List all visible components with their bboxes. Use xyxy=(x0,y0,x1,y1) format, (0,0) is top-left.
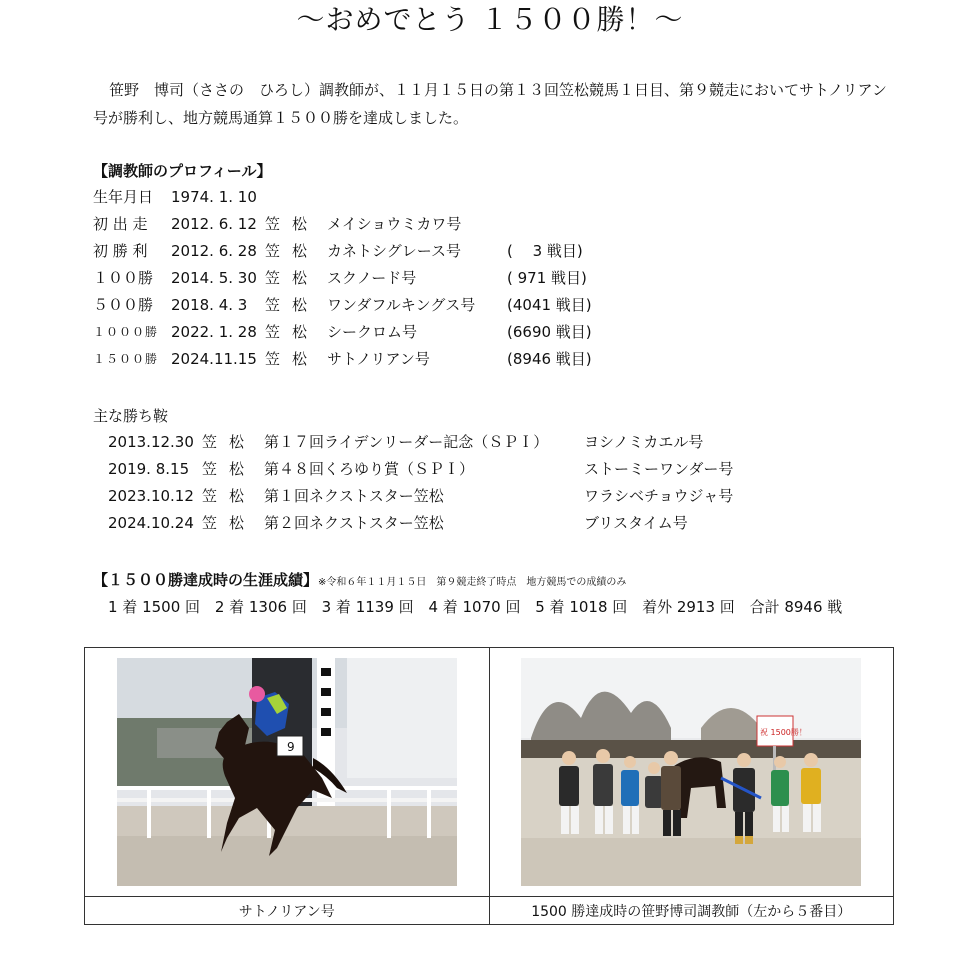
win-race: 第１回ネクストスター笠松 xyxy=(264,487,444,505)
profile-track: 笠松 xyxy=(265,350,320,368)
profile-label: 初 出 走 xyxy=(93,215,148,233)
profile-track: 笠松 xyxy=(265,323,320,341)
profile-date: 2022. 1. 28 xyxy=(171,323,257,341)
record-item: 2 着 1306 回 xyxy=(214,598,307,616)
photo-cell-left xyxy=(85,648,490,897)
profile-horse: メイショウミカワ号 xyxy=(327,215,462,233)
win-track: 笠松 xyxy=(202,514,257,532)
profile-label: １００勝 xyxy=(93,269,154,287)
win-race: 第１７回ライデンリーダー記念（ＳＰＩ） xyxy=(264,433,549,451)
profile-date: 2012. 6. 28 xyxy=(171,242,257,260)
profile-date: 2018. 4. 3 xyxy=(171,296,248,314)
profile-date: 2012. 6. 12 xyxy=(171,215,257,233)
record-item: 着外 2913 回 xyxy=(642,598,735,616)
win-horse: ブリスタイム号 xyxy=(584,514,688,532)
win-date: 2019. 8.15 xyxy=(108,460,190,478)
win-track: 笠松 xyxy=(202,433,257,451)
profile-note: (6690 戦目) xyxy=(507,323,592,341)
record-item: 3 着 1139 回 xyxy=(321,598,414,616)
win-race: 第４８回くろゆり賞（ＳＰＩ） xyxy=(264,460,475,478)
win-track: 笠松 xyxy=(202,460,257,478)
win-track: 笠松 xyxy=(202,487,257,505)
profile-heading: 【調教師のプロフィール】 xyxy=(93,162,272,180)
win-horse: ヨシノミカエル号 xyxy=(584,433,704,451)
profile-label: 初 勝 利 xyxy=(93,242,148,260)
profile-track: 笠松 xyxy=(265,296,320,314)
win-horse: ストーミーワンダー号 xyxy=(584,460,734,478)
profile-note: (8946 戦目) xyxy=(507,350,592,368)
win-race: 第２回ネクストスター笠松 xyxy=(264,514,444,532)
record-note: ※令和６年１１月１５日 第９競走終了時点 地方競馬での成績のみ xyxy=(318,577,627,588)
profile-note: (4041 戦目) xyxy=(507,296,592,314)
page-title: ～おめでとう １５００勝！～ xyxy=(296,3,684,36)
record-item: 1 着 1500 回 xyxy=(108,598,201,616)
win-date: 2013.12.30 xyxy=(108,433,194,451)
birth-date: 1974. 1. 10 xyxy=(171,188,257,206)
birth-label: 生年月日 xyxy=(93,188,154,206)
photo-cell-right xyxy=(489,648,894,897)
profile-horse: カネトシグレース号 xyxy=(327,242,461,260)
profile-track: 笠松 xyxy=(265,269,320,287)
intro-paragraph xyxy=(93,76,893,132)
record-heading: 【１５００勝達成時の生涯成績】 xyxy=(93,571,319,589)
profile-track: 笠松 xyxy=(265,215,320,233)
profile-date: 2014. 5. 30 xyxy=(171,269,257,287)
record-item: 4 着 1070 回 xyxy=(428,598,521,616)
win-date: 2023.10.12 xyxy=(108,487,194,505)
profile-horse: スクノード号 xyxy=(327,269,417,287)
record-line xyxy=(108,593,852,621)
photo-table xyxy=(84,647,894,925)
svg-text:9: 9 xyxy=(286,740,295,754)
profile-note: ( 971 戦目) xyxy=(507,269,587,287)
record-item: 5 着 1018 回 xyxy=(535,598,628,616)
trainer-group-photo xyxy=(521,658,861,886)
profile-horse: ワンダフルキングス号 xyxy=(327,296,476,314)
left-photo-caption: サトノリアン号 xyxy=(85,897,490,925)
win-horse: ワラシベチョウジャ号 xyxy=(584,487,734,505)
profile-label: １５００勝 xyxy=(93,352,159,366)
profile-horse: サトノリアン号 xyxy=(327,350,430,368)
win-date: 2024.10.24 xyxy=(108,514,194,532)
profile-track: 笠松 xyxy=(265,242,320,260)
profile-label: １０００勝 xyxy=(93,325,159,339)
record-item: 合計 8946 戦 xyxy=(749,598,843,616)
profile-note: ( 3 戦目) xyxy=(507,242,583,260)
wins-heading: 主な勝ち鞍 xyxy=(93,407,169,425)
profile-label: ５００勝 xyxy=(93,296,154,314)
racehorse-photo xyxy=(117,658,457,886)
profile-date: 2024.11.15 xyxy=(171,350,257,368)
sign-text: 祝 1500勝！ xyxy=(760,728,808,737)
intro-text: 笹野 博司（ささの ひろし）調教師が、１１月１５日の第１３回笠松競馬１日目、第９競走においてサトノリアン号が勝利し、地方競馬通算１５００勝を達成しました。 xyxy=(93,81,887,127)
profile-horse: シークロム号 xyxy=(327,323,418,341)
right-photo-caption: 1500 勝達成時の笹野博司調教師（左から５番目） xyxy=(489,897,894,925)
